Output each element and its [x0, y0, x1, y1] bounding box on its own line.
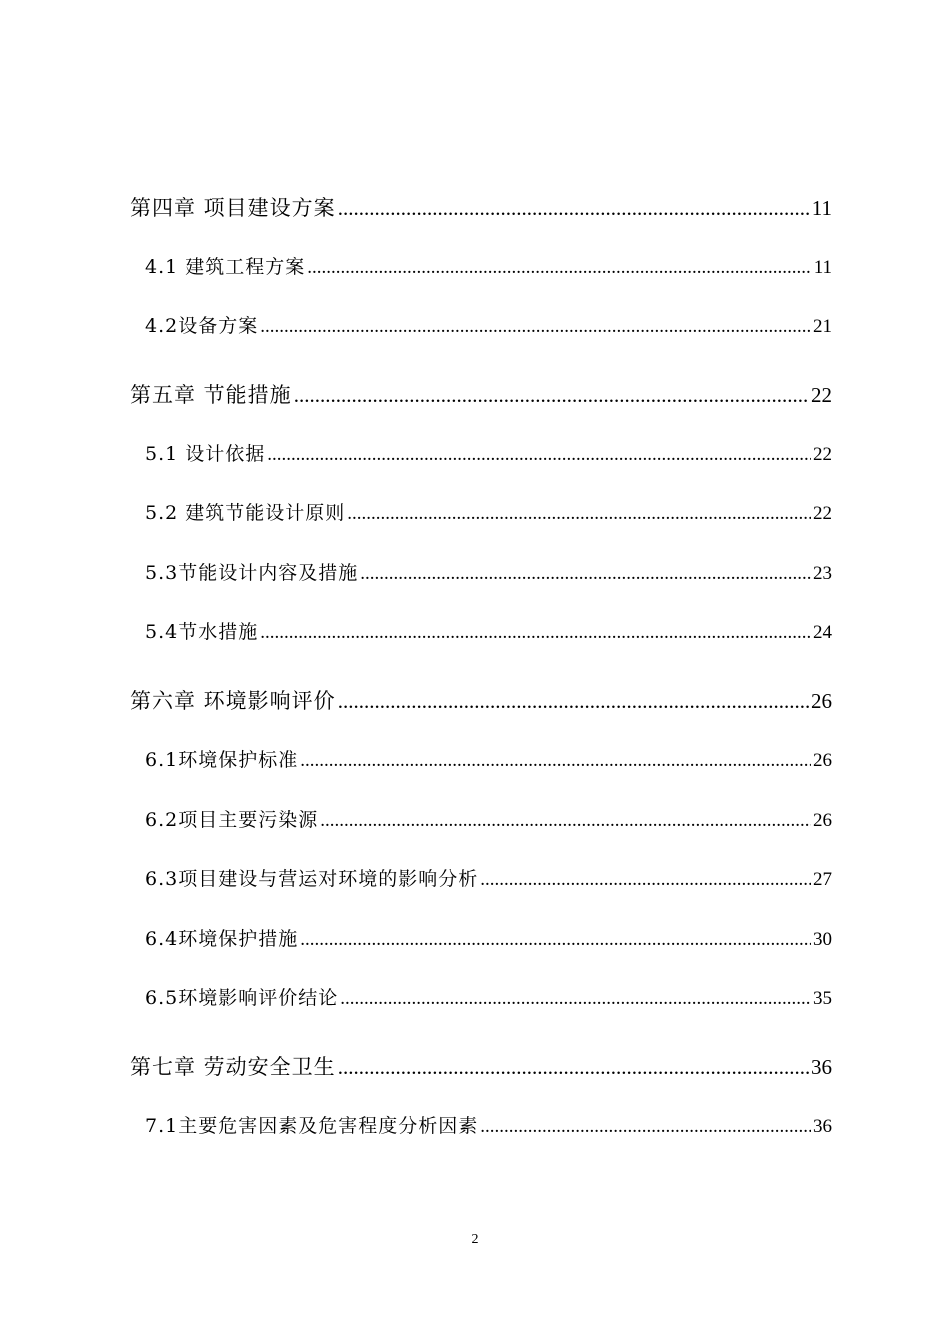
toc-entry-title: 5.3节能设计内容及措施: [145, 562, 359, 584]
toc-entry-page: 36: [813, 1116, 832, 1137]
toc-entry-title: 5.1 设计依据: [145, 443, 266, 465]
toc-section-6-2[interactable]: [145, 805, 832, 832]
toc-dot-leader: [320, 810, 811, 832]
toc-section-6-5[interactable]: [145, 983, 832, 1010]
toc-chapter-6[interactable]: [130, 685, 832, 715]
toc-entry-title: 4.2设备方案: [145, 315, 259, 337]
toc-dot-leader: [260, 316, 811, 338]
toc-section-4-2[interactable]: [145, 311, 832, 338]
toc-chapter-7[interactable]: [130, 1051, 832, 1081]
toc-dot-leader: [360, 563, 811, 585]
toc-entry-title: 6.2项目主要污染源: [145, 809, 319, 831]
toc-entry-title: 6.4环境保护措施: [145, 928, 299, 950]
toc-dot-leader: [300, 929, 811, 951]
toc-entry-title: 5.2 建筑节能设计原则: [145, 502, 346, 524]
toc-dot-leader: [338, 1055, 809, 1080]
toc-section-6-4[interactable]: [145, 924, 832, 951]
toc-dot-leader: [340, 988, 811, 1010]
toc-dot-leader: [338, 196, 810, 221]
toc-chapter-4[interactable]: [130, 192, 832, 222]
toc-entry-page: 11: [813, 257, 832, 278]
toc-entry-title: 第六章 环境影响评价: [130, 689, 336, 713]
toc-entry-title: 第四章 项目建设方案: [130, 196, 336, 220]
toc-entry-page: 26: [813, 810, 832, 831]
toc-dot-leader: [267, 444, 811, 466]
toc-section-6-3[interactable]: [145, 864, 832, 891]
toc-entry-title: 4.1 建筑工程方案: [145, 256, 306, 278]
toc-entry-title: 第五章 节能措施: [130, 383, 292, 407]
toc-section-6-1[interactable]: [145, 745, 832, 772]
toc-dot-leader: [480, 1116, 811, 1138]
toc-entry-page: 23: [813, 563, 832, 584]
toc-entry-page: 26: [813, 750, 832, 771]
toc-entry-page: 27: [813, 869, 832, 890]
toc-entry-title: 第七章 劳动安全卫生: [130, 1055, 336, 1079]
page-number: 2: [471, 1232, 479, 1247]
toc-entry-page: 11: [811, 196, 832, 220]
toc-entry-title: 6.5环境影响评价结论: [145, 987, 339, 1009]
toc-entry-title: 7.1主要危害因素及危害程度分析因素: [145, 1115, 479, 1137]
toc-entry-page: 26: [811, 689, 832, 713]
toc-section-5-4[interactable]: [145, 617, 832, 644]
toc-section-4-1[interactable]: [145, 252, 832, 279]
toc-entry-title: 6.3项目建设与营运对环境的影响分析: [145, 868, 479, 890]
toc-dot-leader: [260, 622, 811, 644]
toc-entry-page: 22: [811, 383, 832, 407]
toc-dot-leader: [294, 383, 809, 408]
toc-entry-page: 36: [811, 1055, 832, 1079]
toc-entry-page: 35: [813, 988, 832, 1009]
toc-dot-leader: [300, 750, 811, 772]
toc-entry-page: 21: [813, 316, 832, 337]
toc-section-5-2[interactable]: [145, 498, 832, 525]
toc-section-5-3[interactable]: [145, 558, 832, 585]
toc-chapter-5[interactable]: [130, 379, 832, 409]
toc-entry-page: 22: [813, 444, 832, 465]
toc-dot-leader: [338, 689, 809, 714]
toc-dot-leader: [347, 503, 811, 525]
toc-dot-leader: [480, 869, 811, 891]
toc-entry-page: 30: [813, 929, 832, 950]
toc-section-5-1[interactable]: [145, 439, 832, 466]
toc-entry-page: 24: [813, 622, 832, 643]
toc-section-7-1[interactable]: [145, 1111, 832, 1138]
toc-dot-leader: [307, 257, 811, 279]
toc-entry-title: 5.4节水措施: [145, 621, 259, 643]
toc-entry-title: 6.1环境保护标准: [145, 749, 299, 771]
toc-entry-page: 22: [813, 503, 832, 524]
